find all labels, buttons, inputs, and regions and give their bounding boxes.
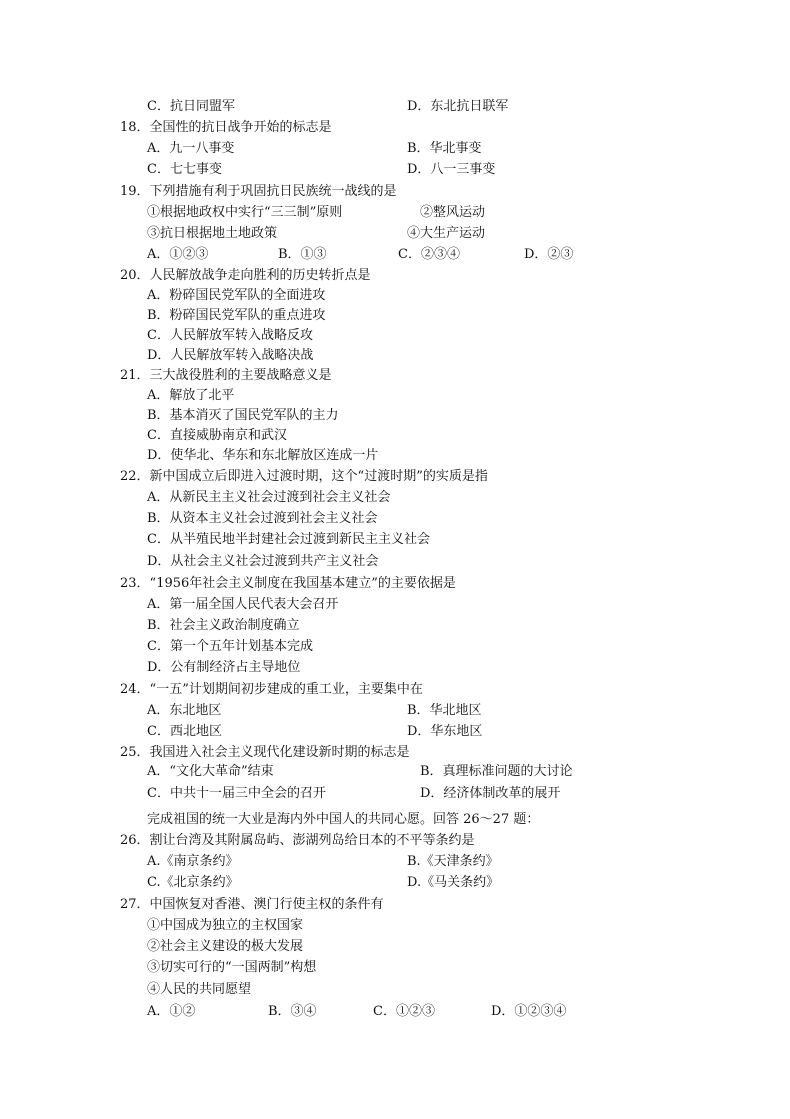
q20-option-d: D．人民解放军转入战略决战 xyxy=(147,348,314,363)
q26-option-d: D.《马关条约》 xyxy=(407,875,500,890)
q23-option-c: C．第一个五年计划基本完成 xyxy=(147,639,313,654)
q18-option-b: B．华北事变 xyxy=(407,141,482,156)
q23-stem: 23．“1956年社会主义制度在我国基本建立”的主要依据是 xyxy=(120,576,456,591)
q22-stem: 22．新中国成立后即进入过渡时期，这个“过渡时期”的实质是指 xyxy=(120,469,488,484)
q21-option-d: D．使华北、华东和东北解放区连成一片 xyxy=(147,448,379,463)
q19-option-d: D．②③ xyxy=(524,247,574,262)
q25-stem: 25．我国进入社会主义现代化建设新时期的标志是 xyxy=(120,745,410,760)
q27-statement-2: ②社会主义建设的极大发展 xyxy=(147,939,304,954)
q27-statement-1: ①中国成为独立的主权国家 xyxy=(147,918,304,933)
q25-option-b: B．真理标准问题的大讨论 xyxy=(420,764,573,779)
q20-option-b: B．粉碎国民党军队的重点进攻 xyxy=(147,308,326,323)
q23-option-a: A．第一届全国人民代表大会召开 xyxy=(147,597,339,612)
q24-stem: 24．“一五”计划期间初步建成的重工业，主要集中在 xyxy=(120,682,423,697)
q22-option-a: A．从新民主主义社会过渡到社会主义社会 xyxy=(147,490,391,505)
q26-option-b: B.《天津条约》 xyxy=(407,854,499,869)
q22-option-d: D．从社会主义社会过渡到共产主义社会 xyxy=(147,554,379,569)
q27-option-c: C．①②③ xyxy=(373,1004,435,1019)
q22-option-b: B．从资本主义社会过渡到社会主义社会 xyxy=(147,511,378,526)
q20-option-c: C．人民解放军转入战略反攻 xyxy=(147,328,313,343)
group-intro: 完成祖国的统一大业是海内外中国人的共同心愿。回答 26～27 题： xyxy=(147,812,540,827)
q19-statement-3: ③抗日根据地土地政策 xyxy=(147,226,278,241)
q21-option-c: C．直接威胁南京和武汉 xyxy=(147,428,287,443)
q24-option-c: C．西北地区 xyxy=(147,724,222,739)
q18-option-a: A．九一八事变 xyxy=(147,141,235,156)
q25-option-a: A．“文化大革命”结束 xyxy=(147,764,274,779)
q18-stem: 18．全国性的抗日战争开始的标志是 xyxy=(120,120,332,135)
q22-option-c: C．从半殖民地半封建社会过渡到新民主主义社会 xyxy=(147,532,430,547)
q27-stem: 27．中国恢复对香港、澳门行使主权的条件有 xyxy=(120,897,384,912)
q27-option-a: A．①② xyxy=(147,1004,196,1019)
q26-option-c: C.《北京条约》 xyxy=(147,875,239,890)
q24-option-d: D．华东地区 xyxy=(407,724,483,739)
q19-option-a: A．①②③ xyxy=(147,247,209,262)
q23-option-b: B．社会主义政治制度确立 xyxy=(147,618,300,633)
q23-option-d: D．公有制经济占主导地位 xyxy=(147,660,301,675)
q19-statement-2: ②整风运动 xyxy=(420,205,486,220)
q20-stem: 20．人民解放战争走向胜利的历史转折点是 xyxy=(120,268,371,283)
q20-option-a: A．粉碎国民党军队的全面进攻 xyxy=(147,288,326,303)
q27-option-d: D．①②③④ xyxy=(491,1004,567,1019)
q21-stem: 21．三大战役胜利的主要战略意义是 xyxy=(120,368,332,383)
q19-statement-1: ①根据地政权中实行“三三制”原则 xyxy=(147,205,343,220)
q24-option-a: A．东北地区 xyxy=(147,703,222,718)
q18-option-c: C．七七事变 xyxy=(147,162,222,177)
q19-option-b: B．①③ xyxy=(278,247,327,262)
q21-option-b: B．基本消灭了国民党军队的主力 xyxy=(147,408,339,423)
q27-statement-3: ③切实可行的“一国两制”构想 xyxy=(147,960,317,975)
q19-statement-4: ④大生产运动 xyxy=(407,226,486,241)
q19-stem: 19．下列措施有利于巩固抗日民族统一战线的是 xyxy=(120,184,397,199)
q26-stem: 26．割让台湾及其附属岛屿、澎湖列岛给日本的不平等条约是 xyxy=(120,833,475,848)
q25-option-d: D．经济体制改革的展开 xyxy=(420,786,561,801)
q18-option-d: D．八一三事变 xyxy=(407,162,496,177)
q24-option-b: B．华北地区 xyxy=(407,703,482,718)
q27-statement-4: ④人民的共同愿望 xyxy=(147,982,252,997)
q17-option-c: C．抗日同盟军 xyxy=(147,99,235,114)
q19-option-c: C．②③④ xyxy=(398,247,460,262)
q21-option-a: A．解放了北平 xyxy=(147,388,235,403)
q26-option-a: A.《南京条约》 xyxy=(147,854,239,869)
q27-option-b: B．③④ xyxy=(268,1004,317,1019)
q17-option-d: D．东北抗日联军 xyxy=(407,99,509,114)
q25-option-c: C．中共十一届三中全会的召开 xyxy=(147,786,326,801)
